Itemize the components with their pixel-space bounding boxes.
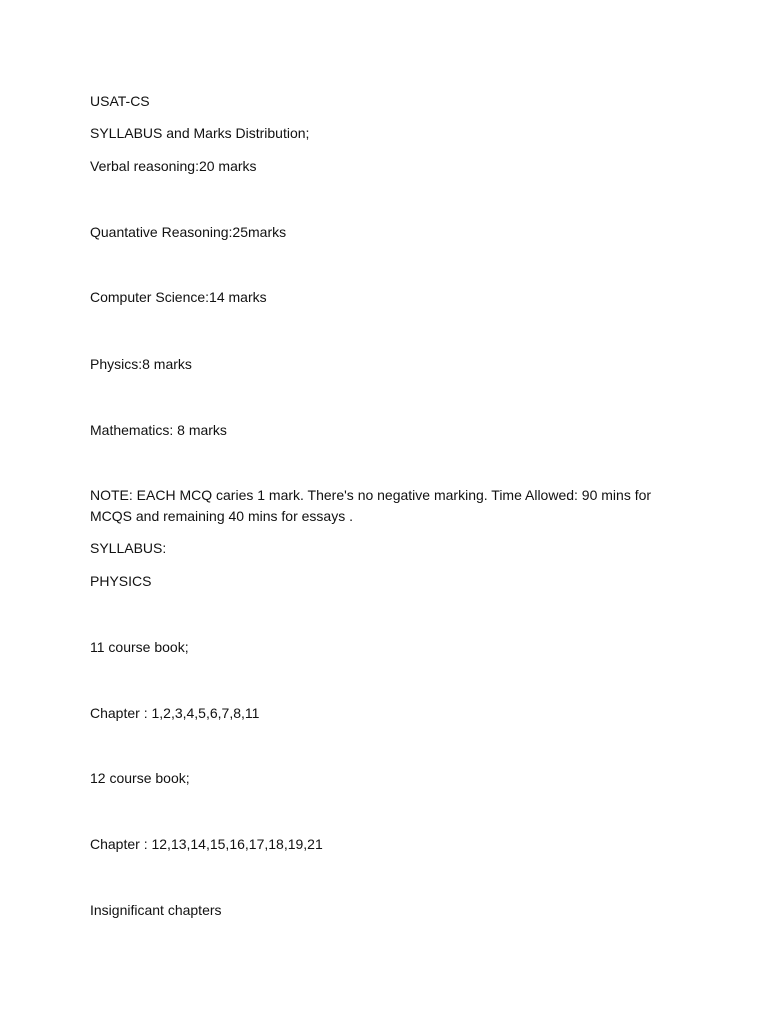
marks-item-quantitative: Quantative Reasoning:25marks [90, 224, 287, 240]
note-paragraph: NOTE: EACH MCQ caries 1 mark. There's no negative marking. Time Allowed: 90 mins for MCQS and remaining 40 mins for essays . [90, 487, 652, 524]
marks-item-verbal: Verbal reasoning:20 marks [90, 158, 257, 174]
syllabus-heading: SYLLABUS: [90, 540, 167, 556]
syllabus-marks-heading: SYLLABUS and Marks Distribution; [90, 125, 310, 141]
book-12-chapters: Chapter : 12,13,14,15,16,17,18,19,21 [90, 836, 323, 852]
book-11-chapters: Chapter : 1,2,3,4,5,6,7,8,11 [90, 705, 260, 721]
insignificant-chapters-label: Insignificant chapters [90, 902, 222, 918]
marks-item-physics: Physics:8 marks [90, 356, 192, 372]
book-12-label: 12 course book; [90, 770, 190, 786]
book-11-label: 11 course book; [90, 639, 189, 655]
marks-item-mathematics: Mathematics: 8 marks [90, 422, 227, 438]
physics-heading: PHYSICS [90, 573, 152, 589]
marks-item-computer-science: Computer Science:14 marks [90, 289, 267, 305]
document-title: USAT-CS [90, 93, 150, 109]
